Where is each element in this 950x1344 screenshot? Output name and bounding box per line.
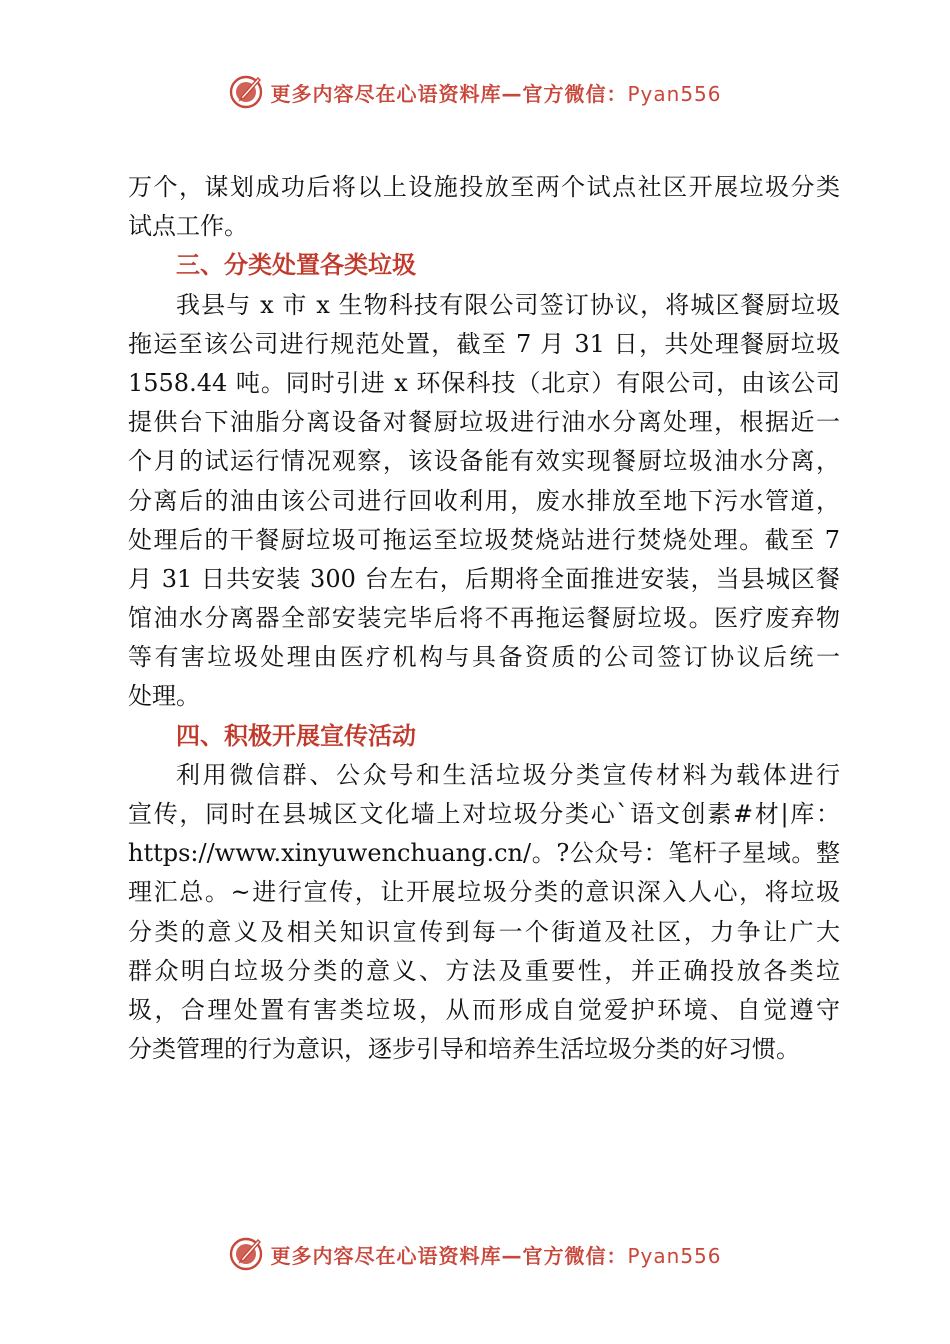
watermark-text: 更多内容尽在心语资料库—官方微信：Pyan556: [270, 81, 722, 106]
paragraph-line: 提供台下油脂分离设备对餐厨垃圾进行油水分离处理，根据近一: [128, 408, 840, 437]
document-body: [128, 168, 840, 1069]
paragraph-line: 馆油水分离器全部安装完毕后将不再拖运餐厨垃圾。医疗废弃物: [128, 604, 840, 633]
footer-watermark: [0, 1232, 950, 1276]
paragraph-line: 处理后的干餐厨垃圾可拖运至垃圾焚烧站进行焚烧处理。截至 7: [128, 525, 840, 554]
paragraph-line: 试点工作。: [128, 212, 248, 241]
paragraph-line: 群众明白垃圾分类的意义、方法及重要性，并正确投放各类垃: [128, 956, 840, 985]
paragraph-line: https://www.xinyuwenchuang.cn/。?公众号：笔杆子星域。整: [128, 839, 840, 868]
paragraph-line: 分类管理的行为意识，逐步引导和培养生活垃圾分类的好习惯。: [128, 1035, 800, 1064]
paragraph-line: 处理。: [128, 682, 200, 711]
paragraph-line: 理汇总。~进行宣传，让开展垃圾分类的意识深入人心，将垃圾: [128, 878, 840, 907]
paragraph-line: 万个，谋划成功后将以上设施投放至两个试点社区开展垃圾分类: [128, 173, 840, 201]
watermark-text: 更多内容尽在心语资料库—官方微信：Pyan556: [270, 1243, 722, 1268]
paragraph-line: 个月的试运行情况观察，该设备能有效实现餐厨垃圾油水分离，: [128, 447, 840, 476]
quill-pen-seal-icon: [228, 74, 264, 110]
header-watermark: [0, 70, 950, 114]
quill-pen-seal-icon: [228, 1236, 264, 1272]
paragraph-line: 圾，合理处置有害类垃圾，从而形成自觉爱护环境、自觉遵守: [128, 995, 840, 1024]
paragraph-line: 宣传，同时在县城区文化墙上对垃圾分类心`语文创素#材|库：: [128, 800, 840, 828]
section-heading-4: 四、积极开展宣传活动: [176, 721, 416, 750]
paragraph-line: 月 31 日共安装 300 台左右，后期将全面推进安装，当县城区餐: [128, 564, 840, 593]
paragraph-line: 我县与 x 市 x 生物科技有限公司签订协议，将城区餐厨垃圾: [176, 290, 840, 319]
paragraph-line: 分类的意义及相关知识宣传到每一个街道及社区，力争让广大: [128, 917, 840, 946]
paragraph-line: 等有害垃圾处理由医疗机构与具备资质的公司签订协议后统一: [128, 643, 840, 672]
paragraph-line: 1558.44 吨。同时引进 x 环保科技（北京）有限公司，由该公司: [128, 368, 840, 397]
paragraph-line: 分离后的油由该公司进行回收利用，废水排放至地下污水管道，: [128, 486, 840, 515]
paragraph-line: 拖运至该公司进行规范处置，截至 7 月 31 日，共处理餐厨垃圾: [128, 329, 840, 358]
paragraph-line: 利用微信群、公众号和生活垃圾分类宣传材料为载体进行: [176, 760, 840, 789]
section-heading-3: 三、分类处置各类垃圾: [176, 251, 416, 280]
